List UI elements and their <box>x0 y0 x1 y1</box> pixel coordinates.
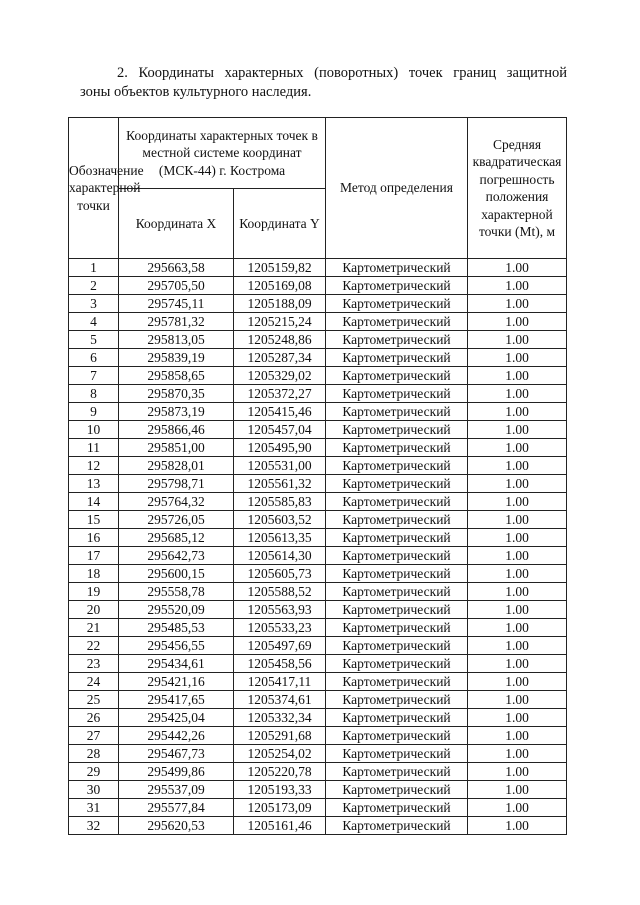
coordinate-x-cell: 295456,55 <box>119 637 234 655</box>
error-cell: 1.00 <box>468 421 567 439</box>
method-cell: Картометрический <box>326 547 468 565</box>
method-cell: Картометрический <box>326 691 468 709</box>
error-cell: 1.00 <box>468 331 567 349</box>
coordinate-y-cell: 1205613,35 <box>234 529 326 547</box>
header-point-designation: Обозначение характерной точки <box>69 118 119 259</box>
coordinate-y-cell: 1205415,46 <box>234 403 326 421</box>
method-cell: Картометрический <box>326 385 468 403</box>
coordinate-y-cell: 1205417,11 <box>234 673 326 691</box>
coordinate-x-cell: 295537,09 <box>119 781 234 799</box>
point-number-cell: 23 <box>69 655 119 673</box>
error-cell: 1.00 <box>468 439 567 457</box>
table-row <box>69 817 567 835</box>
coordinate-y-cell: 1205329,02 <box>234 367 326 385</box>
table-row <box>69 673 567 691</box>
coordinate-y-cell: 1205254,02 <box>234 745 326 763</box>
method-cell: Картометрический <box>326 331 468 349</box>
point-number-cell: 2 <box>69 277 119 295</box>
error-cell: 1.00 <box>468 493 567 511</box>
method-cell: Картометрический <box>326 457 468 475</box>
method-cell: Картометрический <box>326 565 468 583</box>
table-row <box>69 367 567 385</box>
point-number-cell: 28 <box>69 745 119 763</box>
coordinate-x-cell: 295866,46 <box>119 421 234 439</box>
table-row <box>69 295 567 313</box>
point-number-cell: 18 <box>69 565 119 583</box>
method-cell: Картометрический <box>326 601 468 619</box>
coordinate-x-cell: 295600,15 <box>119 565 234 583</box>
error-cell: 1.00 <box>468 691 567 709</box>
point-number-cell: 21 <box>69 619 119 637</box>
header-coordinate-x: Координата X <box>119 189 234 259</box>
coordinate-x-cell: 295467,73 <box>119 745 234 763</box>
coordinate-y-cell: 1205495,90 <box>234 439 326 457</box>
coordinate-y-cell: 1205173,09 <box>234 799 326 817</box>
error-cell: 1.00 <box>468 403 567 421</box>
point-number-cell: 10 <box>69 421 119 439</box>
point-number-cell: 17 <box>69 547 119 565</box>
point-number-cell: 7 <box>69 367 119 385</box>
coordinate-x-cell: 295870,35 <box>119 385 234 403</box>
coordinate-x-cell: 295858,65 <box>119 367 234 385</box>
table-row <box>69 745 567 763</box>
coordinate-x-cell: 295620,53 <box>119 817 234 835</box>
point-number-cell: 13 <box>69 475 119 493</box>
method-cell: Картометрический <box>326 727 468 745</box>
coordinate-y-cell: 1205332,34 <box>234 709 326 727</box>
table-row <box>69 385 567 403</box>
coordinate-y-cell: 1205220,78 <box>234 763 326 781</box>
point-number-cell: 31 <box>69 799 119 817</box>
error-cell: 1.00 <box>468 727 567 745</box>
section-heading-line-2: зоны объектов культурного наследия. <box>80 84 312 100</box>
coordinate-x-cell: 295828,01 <box>119 457 234 475</box>
method-cell: Картометрический <box>326 619 468 637</box>
coordinates-table-body <box>69 259 567 835</box>
method-cell: Картометрический <box>326 511 468 529</box>
error-cell: 1.00 <box>468 259 567 277</box>
coordinate-x-cell: 295520,09 <box>119 601 234 619</box>
method-cell: Картометрический <box>326 367 468 385</box>
error-cell: 1.00 <box>468 817 567 835</box>
coordinate-x-cell: 295705,50 <box>119 277 234 295</box>
coordinate-x-cell: 295839,19 <box>119 349 234 367</box>
method-cell: Картометрический <box>326 655 468 673</box>
error-cell: 1.00 <box>468 655 567 673</box>
method-cell: Картометрический <box>326 259 468 277</box>
point-number-cell: 4 <box>69 313 119 331</box>
point-number-cell: 6 <box>69 349 119 367</box>
error-cell: 1.00 <box>468 781 567 799</box>
table-row <box>69 421 567 439</box>
point-number-cell: 24 <box>69 673 119 691</box>
error-cell: 1.00 <box>468 475 567 493</box>
coordinate-x-cell: 295685,12 <box>119 529 234 547</box>
error-cell: 1.00 <box>468 673 567 691</box>
table-row <box>69 565 567 583</box>
method-cell: Картометрический <box>326 349 468 367</box>
point-number-cell: 16 <box>69 529 119 547</box>
coordinate-y-cell: 1205588,52 <box>234 583 326 601</box>
coordinate-x-cell: 295558,78 <box>119 583 234 601</box>
coordinate-y-cell: 1205161,46 <box>234 817 326 835</box>
coordinate-y-cell: 1205215,24 <box>234 313 326 331</box>
coordinate-y-cell: 1205291,68 <box>234 727 326 745</box>
table-row <box>69 637 567 655</box>
coordinate-y-cell: 1205374,61 <box>234 691 326 709</box>
coordinate-x-cell: 295642,73 <box>119 547 234 565</box>
coordinate-x-cell: 295485,53 <box>119 619 234 637</box>
table-row <box>69 709 567 727</box>
coordinate-y-cell: 1205188,09 <box>234 295 326 313</box>
method-cell: Картометрический <box>326 799 468 817</box>
point-number-cell: 27 <box>69 727 119 745</box>
coordinate-x-cell: 295813,05 <box>119 331 234 349</box>
point-number-cell: 1 <box>69 259 119 277</box>
table-row <box>69 691 567 709</box>
coordinate-x-cell: 295798,71 <box>119 475 234 493</box>
point-number-cell: 25 <box>69 691 119 709</box>
table-row <box>69 799 567 817</box>
point-number-cell: 19 <box>69 583 119 601</box>
coordinates-table-header <box>69 118 567 259</box>
table-row <box>69 529 567 547</box>
header-mean-square-error: Средняя квадратическая погрешность положения характерной точки (Mt), м <box>468 118 567 259</box>
error-cell: 1.00 <box>468 799 567 817</box>
point-number-cell: 9 <box>69 403 119 421</box>
coordinate-y-cell: 1205287,34 <box>234 349 326 367</box>
method-cell: Картометрический <box>326 637 468 655</box>
table-row <box>69 331 567 349</box>
method-cell: Картометрический <box>326 313 468 331</box>
point-number-cell: 26 <box>69 709 119 727</box>
coordinate-x-cell: 295421,16 <box>119 673 234 691</box>
coordinate-x-cell: 295425,04 <box>119 709 234 727</box>
section-heading-line-1: 2. Координаты характерных (поворотных) точек границ защитной <box>117 65 567 81</box>
error-cell: 1.00 <box>468 763 567 781</box>
coordinate-y-cell: 1205561,32 <box>234 475 326 493</box>
table-row <box>69 763 567 781</box>
error-cell: 1.00 <box>468 547 567 565</box>
error-cell: 1.00 <box>468 601 567 619</box>
point-number-cell: 11 <box>69 439 119 457</box>
point-number-cell: 30 <box>69 781 119 799</box>
table-row <box>69 619 567 637</box>
table-row <box>69 277 567 295</box>
coordinate-x-cell: 295663,58 <box>119 259 234 277</box>
method-cell: Картометрический <box>326 763 468 781</box>
table-row <box>69 313 567 331</box>
table-row <box>69 259 567 277</box>
point-number-cell: 15 <box>69 511 119 529</box>
method-cell: Картометрический <box>326 493 468 511</box>
error-cell: 1.00 <box>468 313 567 331</box>
point-number-cell: 12 <box>69 457 119 475</box>
coordinate-y-cell: 1205531,00 <box>234 457 326 475</box>
coordinate-y-cell: 1205193,33 <box>234 781 326 799</box>
table-row <box>69 655 567 673</box>
point-number-cell: 5 <box>69 331 119 349</box>
error-cell: 1.00 <box>468 745 567 763</box>
error-cell: 1.00 <box>468 619 567 637</box>
table-row <box>69 475 567 493</box>
coordinate-x-cell: 295781,32 <box>119 313 234 331</box>
point-number-cell: 8 <box>69 385 119 403</box>
coordinate-x-cell: 295873,19 <box>119 403 234 421</box>
coordinate-x-cell: 295577,84 <box>119 799 234 817</box>
method-cell: Картометрический <box>326 529 468 547</box>
coordinate-x-cell: 295442,26 <box>119 727 234 745</box>
error-cell: 1.00 <box>468 583 567 601</box>
error-cell: 1.00 <box>468 385 567 403</box>
section-heading <box>80 64 567 102</box>
coordinate-y-cell: 1205457,04 <box>234 421 326 439</box>
coordinate-x-cell: 295434,61 <box>119 655 234 673</box>
table-row <box>69 439 567 457</box>
coordinate-y-cell: 1205159,82 <box>234 259 326 277</box>
method-cell: Картометрический <box>326 475 468 493</box>
table-row <box>69 727 567 745</box>
point-number-cell: 20 <box>69 601 119 619</box>
coordinate-y-cell: 1205585,83 <box>234 493 326 511</box>
method-cell: Картометрический <box>326 439 468 457</box>
error-cell: 1.00 <box>468 295 567 313</box>
coordinate-x-cell: 295417,65 <box>119 691 234 709</box>
table-row <box>69 403 567 421</box>
table-row <box>69 349 567 367</box>
table-row <box>69 547 567 565</box>
method-cell: Картометрический <box>326 403 468 421</box>
coordinate-x-cell: 295745,11 <box>119 295 234 313</box>
point-number-cell: 14 <box>69 493 119 511</box>
error-cell: 1.00 <box>468 457 567 475</box>
table-row <box>69 781 567 799</box>
method-cell: Картометрический <box>326 781 468 799</box>
method-cell: Картометрический <box>326 295 468 313</box>
coordinate-x-cell: 295764,32 <box>119 493 234 511</box>
coordinate-x-cell: 295499,86 <box>119 763 234 781</box>
error-cell: 1.00 <box>468 709 567 727</box>
error-cell: 1.00 <box>468 511 567 529</box>
error-cell: 1.00 <box>468 367 567 385</box>
method-cell: Картометрический <box>326 673 468 691</box>
method-cell: Картометрический <box>326 583 468 601</box>
method-cell: Картометрический <box>326 745 468 763</box>
coordinates-table <box>68 117 567 835</box>
table-row <box>69 583 567 601</box>
coordinate-y-cell: 1205372,27 <box>234 385 326 403</box>
header-coordinates-group: Координаты характерных точек в местной системе координат (МСК-44) г. Кострома <box>119 118 326 189</box>
coordinate-y-cell: 1205603,52 <box>234 511 326 529</box>
table-row <box>69 511 567 529</box>
coordinate-y-cell: 1205533,23 <box>234 619 326 637</box>
point-number-cell: 32 <box>69 817 119 835</box>
point-number-cell: 3 <box>69 295 119 313</box>
table-row <box>69 493 567 511</box>
error-cell: 1.00 <box>468 349 567 367</box>
method-cell: Картометрический <box>326 277 468 295</box>
coordinate-y-cell: 1205614,30 <box>234 547 326 565</box>
coordinate-y-cell: 1205605,73 <box>234 565 326 583</box>
method-cell: Картометрический <box>326 421 468 439</box>
header-coordinate-y: Координата Y <box>234 189 326 259</box>
coordinate-y-cell: 1205563,93 <box>234 601 326 619</box>
coordinate-x-cell: 295726,05 <box>119 511 234 529</box>
table-row <box>69 601 567 619</box>
error-cell: 1.00 <box>468 637 567 655</box>
method-cell: Картометрический <box>326 817 468 835</box>
error-cell: 1.00 <box>468 277 567 295</box>
point-number-cell: 22 <box>69 637 119 655</box>
error-cell: 1.00 <box>468 565 567 583</box>
header-method: Метод определения <box>326 118 468 259</box>
coordinate-y-cell: 1205458,56 <box>234 655 326 673</box>
table-row <box>69 457 567 475</box>
method-cell: Картометрический <box>326 709 468 727</box>
coordinate-y-cell: 1205248,86 <box>234 331 326 349</box>
coordinate-y-cell: 1205497,69 <box>234 637 326 655</box>
coordinate-y-cell: 1205169,08 <box>234 277 326 295</box>
point-number-cell: 29 <box>69 763 119 781</box>
coordinate-x-cell: 295851,00 <box>119 439 234 457</box>
error-cell: 1.00 <box>468 529 567 547</box>
